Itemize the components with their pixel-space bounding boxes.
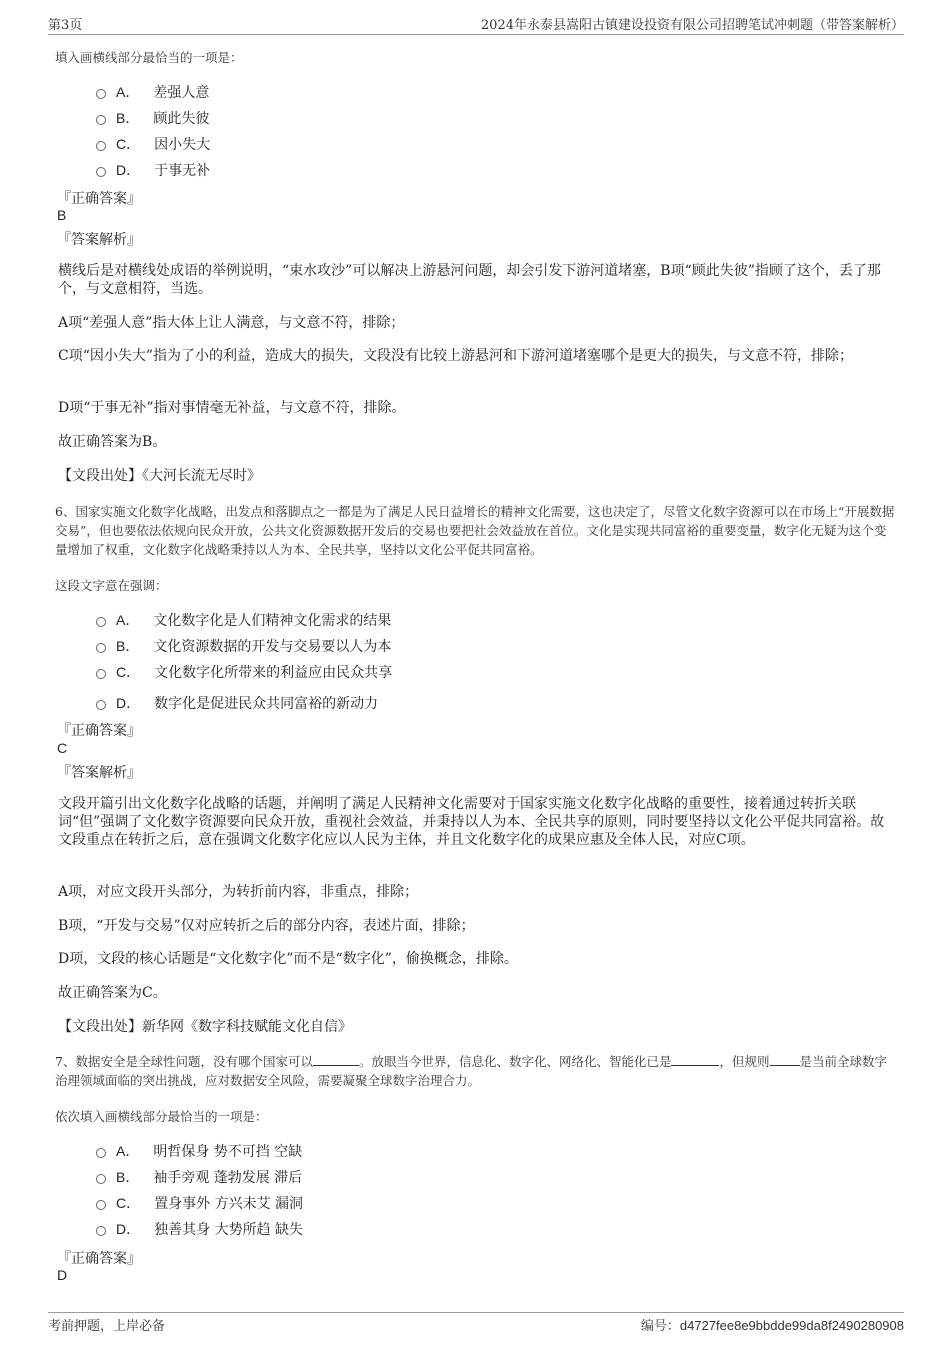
blank-2 [671, 1053, 719, 1066]
radio-icon[interactable] [96, 669, 106, 679]
code-value: d4727fee8e9bbdde99da8f2490280908 [679, 1318, 904, 1333]
q7-stem: 7、数据安全是全球性问题，没有哪个国家可以 。放眼当今世界，信息化、数字化、网络化、智能化已是 ，但规则 是当前全球数字治理领域面临的突出挑战，应对数据安全风险，需要凝聚全球数字治理合力。 [55, 1054, 888, 1088]
q7-option-d[interactable]: D． 独善其身 大势所趋 缺失 [96, 1219, 303, 1239]
q6-option-a[interactable]: A． 文化数字化是人们精神文化需求的结果 [96, 610, 391, 630]
q5-analysis-3: C项“因小失大”指为了小的利益，造成大的损失，文段没有比较上游悬河和下游河道堵塞哪个是更大的损失，与文意不符，排除； [58, 348, 854, 364]
blank-1 [313, 1053, 359, 1066]
q6-prompt: 这段文字意在强调： [55, 578, 168, 593]
radio-icon[interactable] [96, 115, 106, 125]
radio-icon[interactable] [96, 617, 106, 627]
q6-analysis-4: D项，文段的核心话题是“文化数字化”而不是“数字化”，偷换概念，排除。 [58, 951, 518, 967]
q7-answer: D [57, 1267, 68, 1283]
code-label: 编号： [640, 1319, 680, 1334]
q6-analysis-1: 文段开篇引出文化数字化战略的话题，并阐明了满足人民精神文化需要对于国家实施文化数字化战略的重要性，接着通过转折关联词“但”强调了文化数字资源要向民众开放，重视社会效益，并秉持以人为本、全民共享的原则，同时要坚持以文化公平促共同富裕。故文段重点在转折之后，意在强调文化数字化应以人民为主体，并且文化数字化的成果应惠及全体人民，对应C项。 [58, 796, 885, 848]
document-title: 2024年永泰县嵩阳古镇建设投资有限公司招聘笔试冲刺题（带答案解析） [480, 18, 904, 33]
q5-prompt: 填入画横线部分最恰当的一项是： [55, 50, 243, 65]
page-header [48, 14, 904, 35]
q7-option-b[interactable]: B． 袖手旁观 蓬勃发展 滞后 [96, 1167, 302, 1187]
q6-option-b[interactable]: B． 文化资源数据的开发与交易要以人为本 [96, 636, 391, 656]
radio-icon[interactable] [96, 1226, 106, 1236]
q5-answer: B [57, 207, 67, 223]
q5-option-c[interactable]: C． 因小失大 [96, 134, 210, 154]
q5-answer-label: 『正确答案』 [57, 191, 141, 207]
page-number: 第3页 [48, 18, 83, 33]
radio-icon[interactable] [96, 1200, 106, 1210]
radio-icon[interactable] [96, 1148, 106, 1158]
radio-icon[interactable] [96, 141, 106, 151]
q5-analysis-2: A项“差强人意”指大体上让人满意，与文意不符，排除； [58, 315, 405, 331]
radio-icon[interactable] [96, 89, 106, 99]
q5-source: 【文段出处】《大河长流无尽时》 [58, 468, 261, 484]
q6-analysis-2: A项，对应文段开头部分，为转折前内容，非重点，排除； [58, 884, 419, 900]
q5-analysis-label: 『答案解析』 [57, 232, 141, 248]
q5-analysis-1: 横线后是对横线处成语的举例说明，“束水攻沙”可以解决上游悬河问题，却会引发下游河道堵塞，B项“顾此失彼”指顾了这个，丢了那个，与文意相符，当选。 [58, 263, 881, 297]
q6-option-d[interactable]: D． 数字化是促进民众共同富裕的新动力 [96, 693, 378, 713]
q6-option-c[interactable]: C． 文化数字化所带来的利益应由民众共享 [96, 662, 392, 682]
q7-prompt: 依次填入画横线部分最恰当的一项是： [55, 1109, 268, 1124]
radio-icon[interactable] [96, 1174, 106, 1184]
radio-icon[interactable] [96, 700, 106, 710]
footer-slogan: 考前押题，上岸必备 [48, 1319, 166, 1334]
radio-icon[interactable] [96, 167, 106, 177]
q5-option-a[interactable]: A． 差强人意 [96, 82, 209, 102]
radio-icon[interactable] [96, 643, 106, 653]
q6-source: 【文段出处】新华网《数字科技赋能文化自信》 [58, 1019, 352, 1035]
blank-3 [770, 1053, 800, 1066]
q7-option-a[interactable]: A． 明哲保身 势不可挡 空缺 [96, 1141, 302, 1161]
q6-stem: 6、国家实施文化数字化战略，出发点和落脚点之一都是为了满足人民日益增长的精神文化需要，这也决定了，尽管文化数字资源可以在市场上“开展数据交易”，但也要依法依规向民众开放，公共文化资源数据开发后的交易也要把社会效益放在首位。文化是实现共同富裕的重要变量，数字化无疑为这个变量增加了权重，文化数字化战略秉持以人为本、全民共享，坚持以文化公平促共同富裕。 [55, 504, 895, 557]
q6-answer: C [57, 740, 68, 756]
q6-analysis-label: 『答案解析』 [57, 765, 141, 781]
q6-analysis-3: B项，“开发与交易”仅对应转折之后的部分内容，表述片面，排除； [58, 918, 475, 934]
q7-answer-label: 『正确答案』 [57, 1251, 141, 1267]
q5-option-d[interactable]: D． 于事无补 [96, 160, 210, 180]
q7-option-c[interactable]: C． 置身事外 方兴未艾 漏洞 [96, 1193, 303, 1213]
q5-analysis-5: 故正确答案为B。 [58, 434, 167, 450]
q5-option-b[interactable]: B． 顾此失彼 [96, 108, 209, 128]
q6-answer-label: 『正确答案』 [57, 723, 141, 739]
document-code [641, 1315, 904, 1334]
q6-analysis-5: 故正确答案为C。 [58, 985, 167, 1001]
q5-analysis-4: D项“于事无补”指对事情毫无补益，与文意不符，排除。 [58, 400, 406, 416]
page-footer [48, 1312, 904, 1335]
